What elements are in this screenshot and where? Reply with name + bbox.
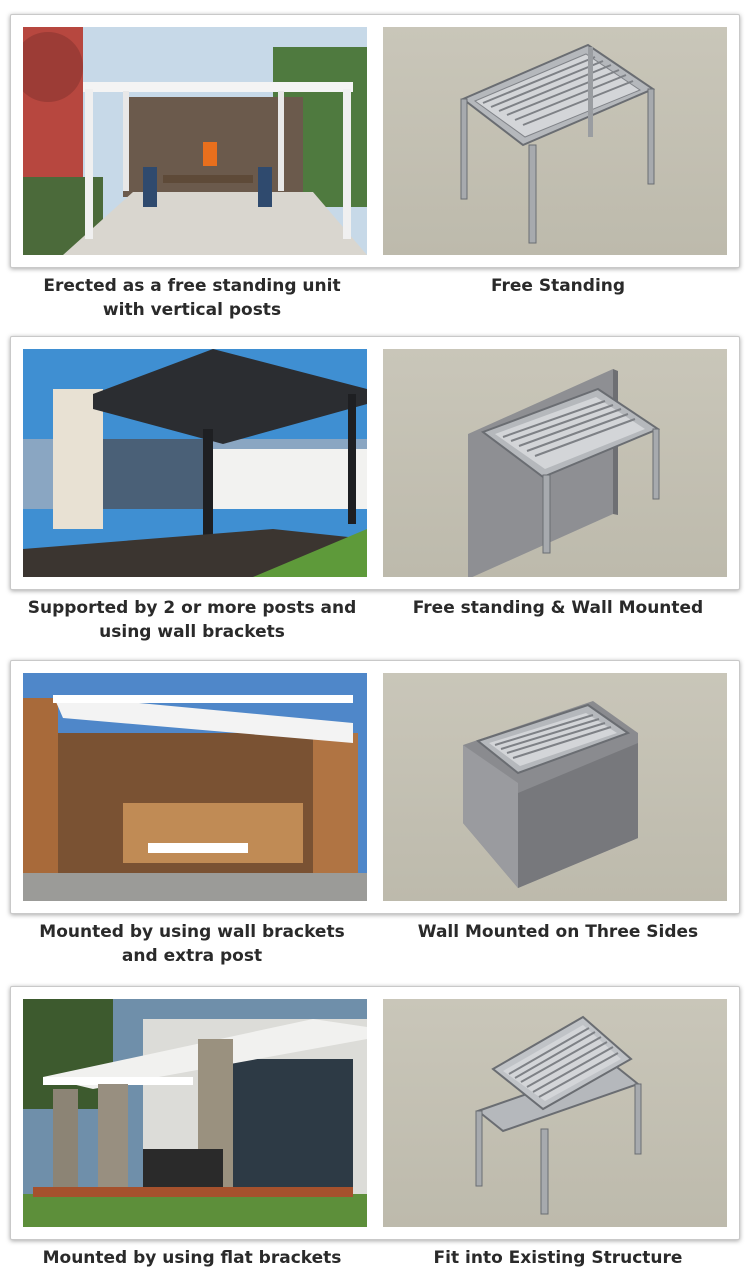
caption-freestanding-unit: [12, 274, 372, 322]
render-three-sides: [383, 673, 727, 901]
caption-text: Supported by 2 or more posts and using wall brackets: [27, 598, 357, 642]
caption-existing-structure: [378, 1246, 738, 1270]
caption-text: Mounted by using flat brackets: [42, 1248, 342, 1268]
caption-posts-wall-brackets: [12, 596, 372, 644]
caption-text: Free Standing: [490, 276, 626, 296]
photo-timber-pergola: [23, 673, 367, 901]
caption-text: Free standing & Wall Mounted: [412, 598, 704, 618]
image-frame: [10, 336, 740, 590]
render-wall-mounted: [383, 349, 727, 577]
caption-free-standing-wall-mounted: [378, 596, 738, 620]
photo-freestanding: [23, 27, 367, 255]
photo-stone-columns: [23, 999, 367, 1227]
caption-text: Mounted by using wall brackets and extra post: [39, 922, 345, 966]
caption-three-sides: [378, 920, 738, 944]
image-frame: [10, 986, 740, 1240]
image-frame: [10, 14, 740, 268]
photo-black-pergola: [23, 349, 367, 577]
render-free-standing: [383, 27, 727, 255]
caption-wall-brackets-extra-post: [12, 920, 372, 968]
caption-text: Wall Mounted on Three Sides: [417, 922, 699, 942]
render-existing-structure: [383, 999, 727, 1227]
caption-text: Fit into Existing Structure: [433, 1248, 683, 1268]
caption-flat-brackets: [12, 1246, 372, 1270]
caption-free-standing: [378, 274, 738, 298]
image-frame: [10, 660, 740, 914]
caption-text: Erected as a free standing unit with vertical posts: [43, 276, 341, 320]
